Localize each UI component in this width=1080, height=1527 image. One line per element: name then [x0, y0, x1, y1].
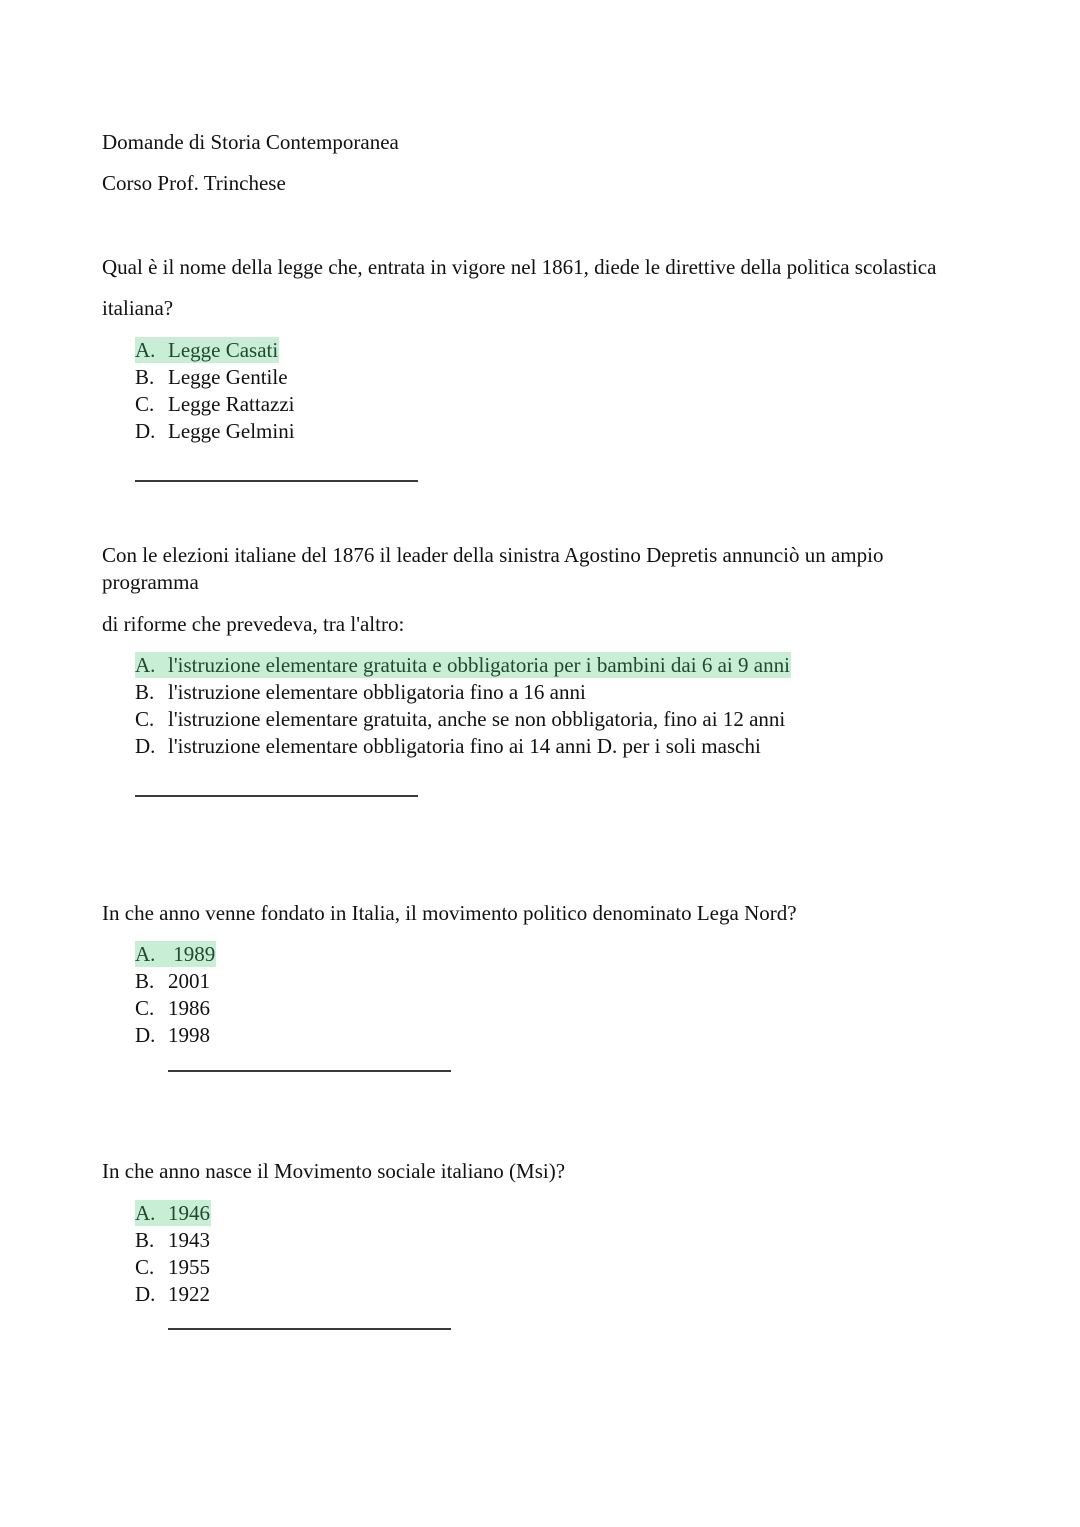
answer-option-d	[135, 1022, 210, 1048]
answer-option-a-correct	[135, 652, 791, 678]
option-text: Legge Rattazzi	[168, 392, 295, 416]
question-text-line: Qual è il nome della legge che, entrata in vigore nel 1861, diede le direttive della politica scolastica	[102, 255, 937, 279]
answer-option-c	[135, 391, 295, 417]
option-letter: D.	[135, 1282, 156, 1306]
answer-option-c	[135, 706, 785, 732]
option-letter: B.	[135, 1228, 155, 1252]
answer-option-d	[135, 733, 761, 759]
question-text-line: Con le elezioni italiane del 1876 il leader della sinistra Agostino Depretis annunciò un ampio	[102, 543, 884, 567]
answer-option-d	[135, 1281, 210, 1307]
option-text: 1989	[168, 942, 216, 966]
separator-line	[135, 480, 418, 482]
option-text: 2001	[168, 969, 210, 993]
answer-option-a-correct	[135, 941, 216, 967]
answer-option-a-correct	[135, 337, 279, 363]
option-letter: B.	[135, 680, 155, 704]
option-letter: C.	[135, 996, 155, 1020]
option-letter: A.	[135, 1201, 156, 1225]
answer-option-d	[135, 418, 295, 444]
document-subtitle: Corso Prof. Trinchese	[102, 171, 286, 195]
answer-option-b	[135, 968, 210, 994]
option-text: 1922	[168, 1282, 210, 1306]
separator-line	[135, 795, 418, 797]
option-letter: C.	[135, 1255, 155, 1279]
option-letter: D.	[135, 734, 156, 758]
option-text: l'istruzione elementare gratuita e obbligatoria per i bambini dai 6 ai 9 anni	[168, 653, 790, 677]
answer-option-b	[135, 364, 288, 390]
answer-option-b	[135, 1227, 210, 1253]
answer-option-a-correct	[135, 1200, 211, 1226]
option-letter: A.	[135, 338, 156, 362]
option-letter: D.	[135, 1023, 156, 1047]
option-text: 1998	[168, 1023, 210, 1047]
option-text: Legge Gelmini	[168, 419, 295, 443]
option-text: Legge Casati	[168, 338, 279, 362]
option-letter: D.	[135, 419, 156, 443]
option-letter: A.	[135, 942, 156, 966]
question-text-line: italiana?	[102, 296, 174, 320]
option-text: l'istruzione elementare gratuita, anche se non obbligatoria, fino ai 12 anni	[168, 707, 786, 731]
option-letter: C.	[135, 707, 155, 731]
option-text: 1943	[168, 1228, 210, 1252]
separator-line	[168, 1328, 451, 1330]
option-text: l'istruzione elementare obbligatoria fino a 16 anni	[168, 680, 586, 704]
option-letter: B.	[135, 365, 155, 389]
option-text: 1946	[168, 1201, 210, 1225]
answer-option-b	[135, 679, 586, 705]
option-text: Legge Gentile	[168, 365, 288, 389]
option-letter: A.	[135, 653, 156, 677]
option-text: 1986	[168, 996, 210, 1020]
option-text: 1955	[168, 1255, 210, 1279]
option-letter: B.	[135, 969, 155, 993]
question-text-line: In che anno nasce il Movimento sociale italiano (Msi)?	[102, 1159, 566, 1183]
answer-option-c	[135, 1254, 210, 1280]
document-title: Domande di Storia Contemporanea	[102, 130, 399, 154]
option-text: l'istruzione elementare obbligatoria fino ai 14 anni D. per i soli maschi	[168, 734, 761, 758]
separator-line	[168, 1070, 451, 1072]
question-text-line: programma	[102, 570, 199, 594]
answer-option-c	[135, 995, 210, 1021]
option-letter: C.	[135, 392, 155, 416]
question-text-line: In che anno venne fondato in Italia, il movimento politico denominato Lega Nord?	[102, 901, 797, 925]
question-text-line: di riforme che prevedeva, tra l'altro:	[102, 612, 405, 636]
